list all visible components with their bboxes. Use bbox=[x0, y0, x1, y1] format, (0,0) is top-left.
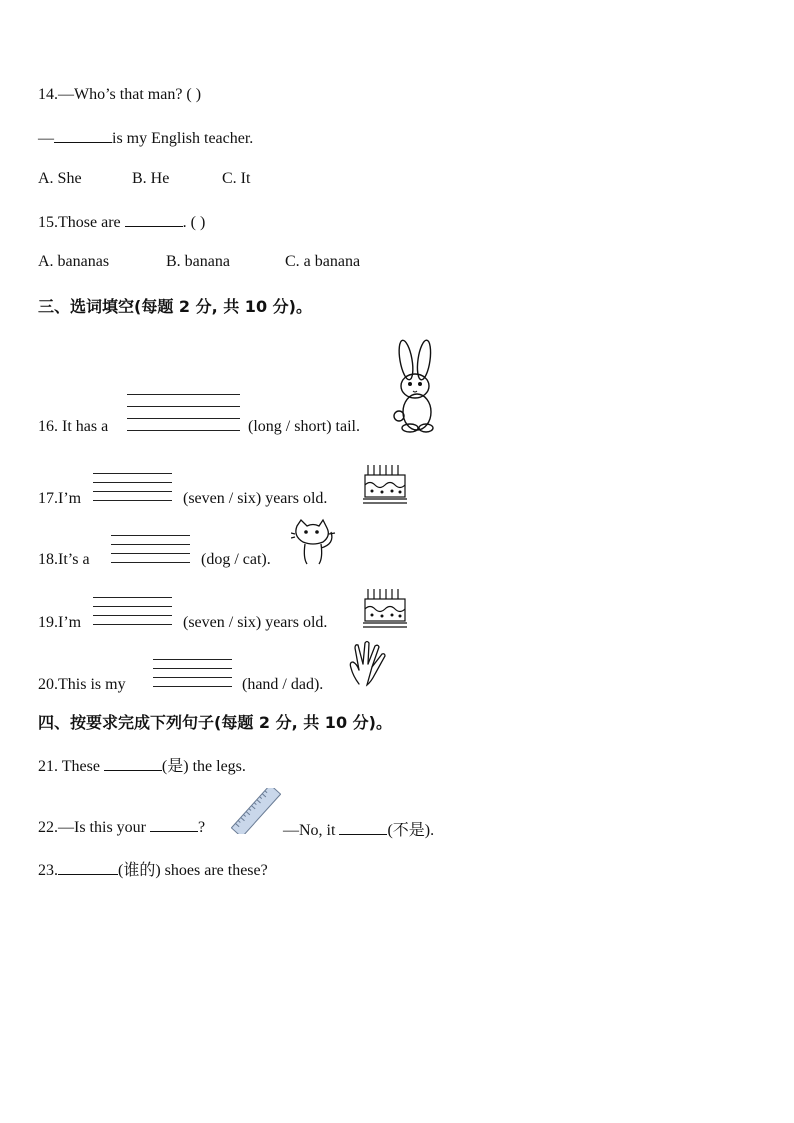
answer-blank[interactable] bbox=[104, 756, 162, 771]
question-19-prefix: 19.I’m bbox=[38, 614, 82, 631]
question-22-answer: —No, it (不是). bbox=[283, 822, 435, 839]
question-15: 15.Those are . ( ) bbox=[38, 214, 206, 231]
option-b[interactable]: B. He bbox=[132, 170, 170, 187]
birthday-cake-icon bbox=[362, 583, 408, 629]
question-22: 22.—Is this your ? bbox=[38, 819, 206, 836]
question-18-prefix: 18.It’s a bbox=[38, 551, 90, 568]
option-c[interactable]: C. a banana bbox=[285, 253, 361, 270]
option-a[interactable]: A. She bbox=[38, 170, 82, 187]
question-17-suffix: (seven / six) years old. bbox=[183, 490, 328, 507]
question-16-suffix: (long / short) tail. bbox=[248, 418, 360, 435]
answer-blank[interactable] bbox=[339, 820, 387, 835]
hand-icon bbox=[345, 640, 389, 688]
section-3-heading: 三、选词填空(每题 2 分, 共 10 分)。 bbox=[38, 297, 312, 316]
answer-blank[interactable] bbox=[125, 212, 183, 227]
option-c[interactable]: C. It bbox=[222, 170, 251, 187]
question-14-text: 14.—Who’s that man? ( ) bbox=[38, 86, 202, 103]
answer-blank[interactable] bbox=[54, 128, 112, 143]
question-17-prefix: 17.I’m bbox=[38, 490, 82, 507]
question-16-prefix: 16. It has a bbox=[38, 418, 109, 435]
option-b[interactable]: B. banana bbox=[166, 253, 230, 270]
question-21: 21. These (是) the legs. bbox=[38, 758, 246, 775]
question-14 bbox=[38, 86, 201, 104]
option-a[interactable]: A. bananas bbox=[38, 253, 110, 270]
cat-icon bbox=[291, 518, 339, 566]
question-20-prefix: 20.This is my bbox=[38, 676, 126, 693]
birthday-cake-icon bbox=[362, 459, 408, 505]
rabbit-icon bbox=[388, 338, 440, 434]
question-23: 23. (谁的) shoes are these? bbox=[38, 862, 268, 879]
question-20-suffix: (hand / dad). bbox=[242, 676, 324, 693]
answer-blank[interactable] bbox=[150, 817, 198, 832]
question-15-options bbox=[38, 253, 438, 273]
question-19-suffix: (seven / six) years old. bbox=[183, 614, 328, 631]
question-14-options bbox=[38, 170, 338, 190]
answer-blank[interactable] bbox=[58, 860, 118, 875]
ruler-icon bbox=[231, 788, 281, 834]
question-18-suffix: (dog / cat). bbox=[201, 551, 271, 568]
section-4-heading: 四、按要求完成下列句子(每题 2 分, 共 10 分)。 bbox=[38, 713, 392, 732]
question-14-answer: — is my English teacher. bbox=[38, 130, 254, 147]
